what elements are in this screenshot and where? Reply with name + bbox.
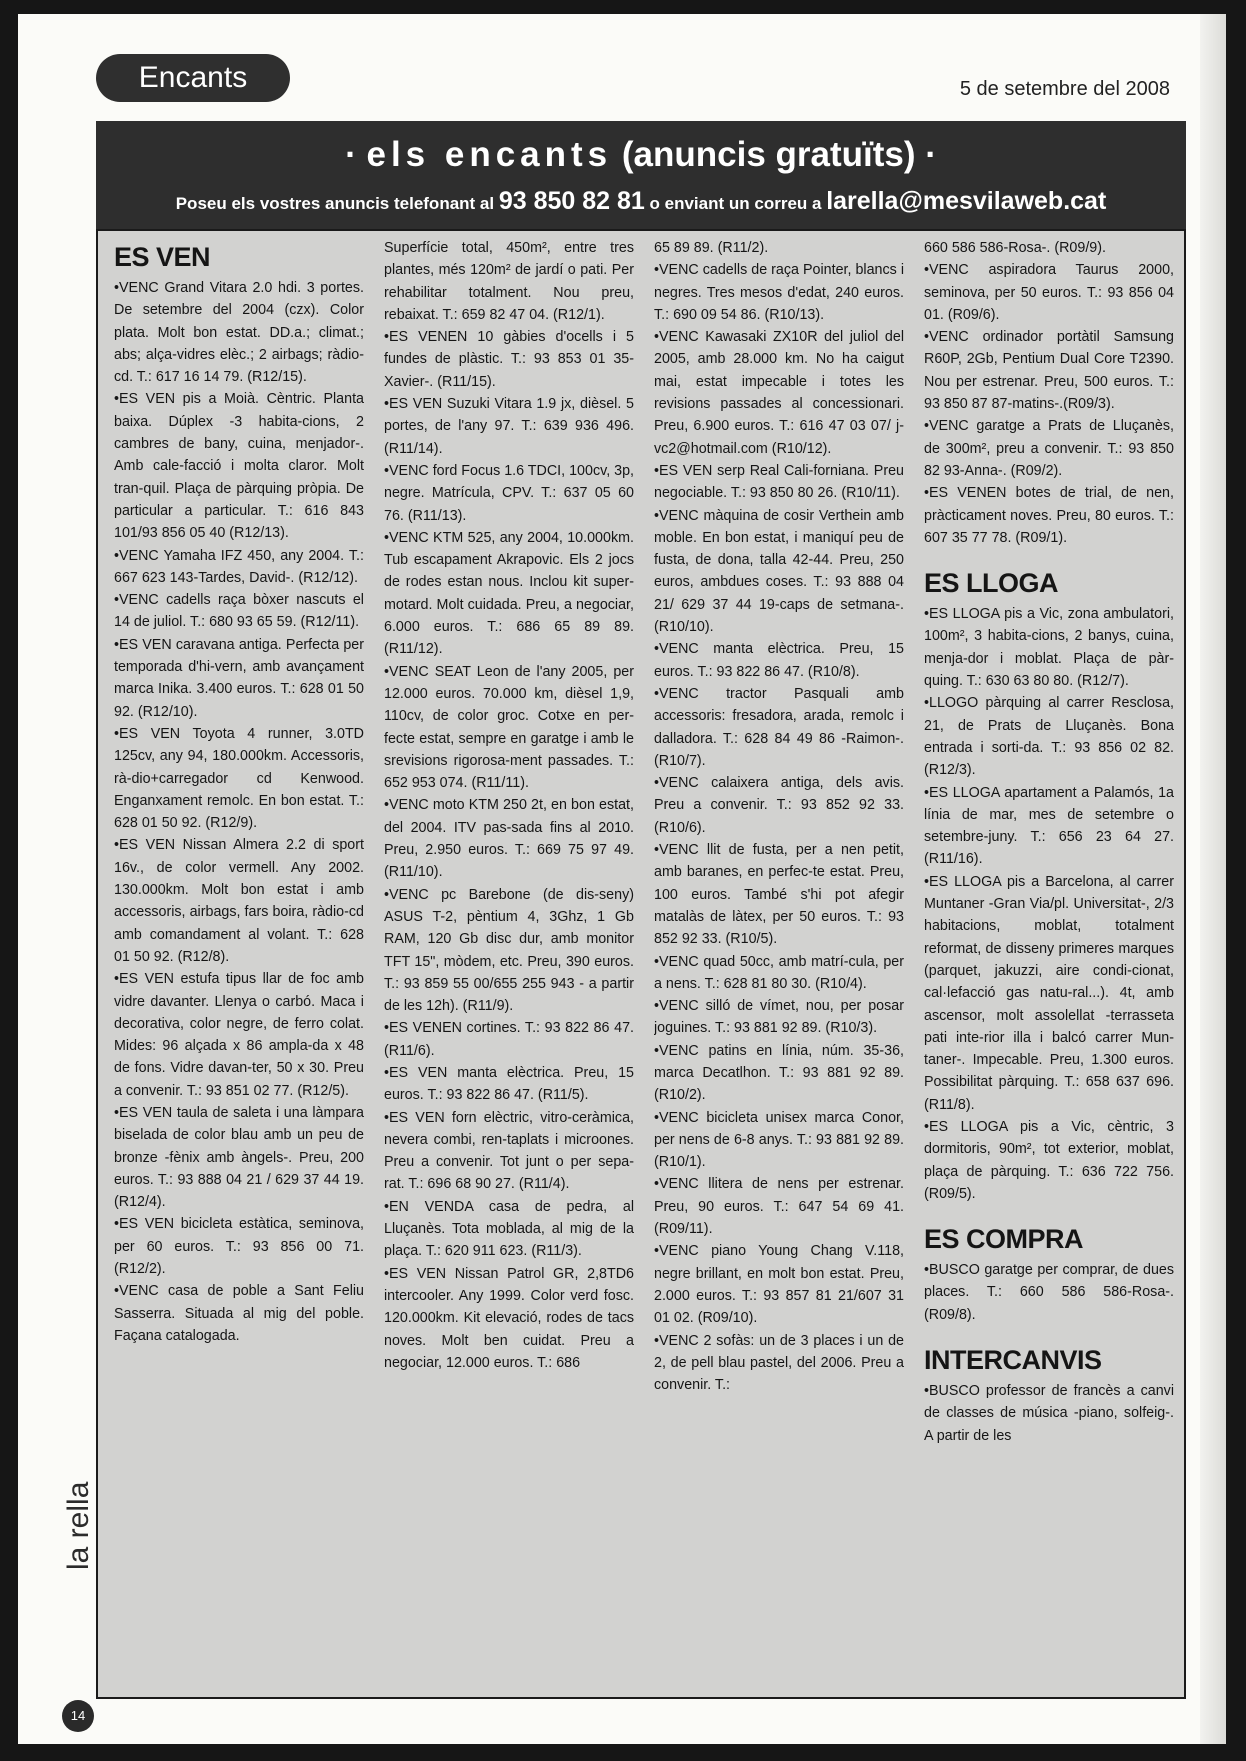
classified-ad: •ES LLOGA apartament a Palamós, 1a línia de mar, mes de setembre o setembre-juny. T.: 656 23 64 27. (R11/16). (924, 784, 1174, 868)
newspaper-page (18, 14, 1226, 1744)
classified-ad: •ES VEN Nissan Almera 2.2 di sport 16v., de color vermell. Any 2002. 130.000km. Molt bon estat i amb accessoris, airbags, fars boira, ràdio-cd amb comandament al volant. T.: 628 01 50 92. (R12/8). (114, 837, 364, 965)
classifieds-body (96, 229, 1186, 1699)
classifieds-banner (96, 121, 1186, 229)
ads-column-2 (384, 237, 634, 1697)
classified-ad: •VENC calaixera antiga, dels avis. Preu a convenir. T.: 93 852 92 33. (R10/6). (654, 775, 904, 836)
classified-ad: •VENC Grand Vitara 2.0 hdi. 3 portes. De setembre del 2004 (czx). Color plata. Molt bon estat. DD.a.; climat.; abs; alça-vidres elèc.; 2 airbags; ràdio-cd. T.: 617 16 14 79. (R12/15). (114, 280, 364, 386)
section-heading: ES COMPRA (924, 1224, 1084, 1255)
classified-ad: •ES VEN manta elèctrica. Preu, 15 euros. T.: 93 822 86 47. (R11/5). (384, 1064, 634, 1104)
classified-ad: •VENC Yamaha IFZ 450, any 2004. T.: 667 623 143-Tardes, David-. (R12/12). (114, 547, 364, 586)
classified-ad: •VENC Kawasaki ZX10R del juliol del 2005, amb 28.000 km. No ha caigut mai, estat impecable i totes les revisions passades al concessionari. Preu, 6.900 euros. T.: 616 47 03 07/ j-vc2@hotmail.com (R10/12). (654, 329, 904, 457)
section-spacer (924, 1205, 1174, 1219)
issue-date: 5 de setembre del 2008 (959, 78, 1170, 100)
classified-ad: •VENC KTM 525, any 2004, 10.000km. Tub escapament Akrapovic. Els 2 jocs de rodes estan nous. Inclou kit super-motard. Molt cuidada. Preu, a negociar, 6.000 euros. T.: 686 65 89 89. (R11/12). (384, 529, 634, 658)
classified-ad: •VENC llitera de nens per estrenar. Preu, 90 euros. T.: 647 54 69 41. (R09/11). (654, 1176, 904, 1238)
contact-phone: 93 850 82 81 (498, 187, 645, 215)
classified-ad: •ES VEN bicicleta estàtica, seminova, per 60 euros. T.: 93 856 00 71. (R12/2). (114, 1216, 364, 1278)
classified-ad: •ES VEN pis a Moià. Cèntric. Planta baixa. Dúplex -3 habita-cions, 2 cambres de bany, cuina, menjador-. Amb cale-facció i molta claror. Molt tran-quil. Plaça de pàrquing pròpia. De particular a particular. T.: 616 843 101/93 856 05 40 (R12/13). (114, 391, 364, 542)
classified-ad: •ES LLOGA pis a Barcelona, al carrer Muntaner -Gran Via/pl. Universitat-, 2/3 habitacions, moblat, totalment reformat, de disseny primeres marques (parquet, jakuzzi, aire condi-cionat, cal·lefacció gas natu-ral...). 4t, amb ascensor, molt assolellat -terrasseta pati inte-rior illa i balcó carrer Mun-taner-. Impecable. Preu, 1.300 euros. Possibilitat pàrquing. T.: 658 637 696. (R11/8). (924, 873, 1174, 1113)
classified-ad: •ES VEN forn elèctric, vitro-ceràmica, nevera combi, ren-taplats i microones. Preu a convenir. Tot junt o per sepa-rat. T.: 696 68 90 27. (R11/4). (384, 1109, 634, 1193)
classified-ad: •ES VENEN cortines. T.: 93 822 86 47. (R11/6). (384, 1020, 634, 1059)
classified-ad: •VENC tractor Pasquali amb accessoris: fresadora, arada, remolc i dalladora. T.: 628 84 49 86 -Raimon-. (R10/7). (654, 685, 904, 769)
classified-ad: •VENC ford Focus 1.6 TDCI, 100cv, 3p, negre. Matrícula, CPV. T.: 637 05 60 76. (R11/13). (384, 462, 634, 524)
classified-ad: •VENC SEAT Leon de l'any 2005, per 12.000 euros. 70.000 km, dièsel 1,9, 110cv, de color groc. Cotxe en per-fecte estat, sempre en garatge i amb le srevisions rigorosa-ment passades. T.: 652 953 074. (R11/11). (384, 663, 634, 792)
contact-intro: Poseu els vostres anuncis telefonant al (175, 194, 499, 213)
classified-ad: 65 89 89. (R11/2). (654, 240, 769, 256)
banner-title (96, 135, 1186, 175)
classified-ad: •ES VENEN 10 gàbies d'ocells i 5 fundes de plàstic. T.: 93 853 01 35-Xavier-. (R11/15). (384, 329, 634, 390)
ads-column-4 (924, 237, 1174, 1697)
contact-mid: o enviant un correu a (644, 194, 827, 213)
section-label: Encants (96, 54, 290, 102)
classified-ad: •ES LLOGA pis a Vic, zona ambulatori, 100m², 3 habita-cions, 2 banys, cuina, menja-dor i moblat. Plaça de pàr-quing. T.: 630 63 80 80. (R12/7). (924, 606, 1174, 690)
title-spaced: els encants (366, 135, 613, 174)
classified-ad: Superfície total, 450m², entre tres plantes, més 120m² de jardí o pati. Per rehabilitar totalment. Nou preu, rebaixat. T.: 659 82 47 04. (R12/1). (384, 240, 634, 323)
classified-ad: •VENC màquina de cosir Verthein amb moble. En bon estat, i maniquí peu de fusta, de dona, talla 42-44. Preu, 250 euros, ambdues coses. T.: 93 888 04 21/ 629 37 44 19-caps de setmana-. (R10/10). (654, 507, 904, 636)
classified-ad: •VENC manta elèctrica. Preu, 15 euros. T.: 93 822 86 47. (R10/8). (654, 641, 904, 680)
title-suffix: (anuncis gratuïts) · (612, 135, 937, 174)
classified-ad: •VENC piano Young Chang V.118, negre brillant, en molt bon estat. Preu, 2.000 euros. T.: 93 857 81 21/607 31 01 02. (R09/10). (654, 1243, 904, 1327)
classified-ad: •ES VEN estufa tipus llar de foc amb vidre davanter. Llenya o carbó. Maca i decorativa, color negre, de ferro colat. Mides: 96 alçada x 86 ampla-da x 48 de fons. Vidre davan-ter, 50 x 30. Preu a convenir. T.: 93 851 02 77. (R12/5). (114, 971, 364, 1099)
classified-ad: •ES VEN taula de saleta i una làmpara biselada de color blau amb un peu de bronze -fènix amb àngels-. Preu, 200 euros. T.: 93 888 04 21 / 629 37 44 19. (R12/4). (114, 1104, 364, 1211)
classified-ad: •EN VENDA casa de pedra, al Lluçanès. Tota moblada, al mig de la plaça. T.: 620 911 623. (R11/3). (384, 1198, 634, 1260)
classified-ad: •VENC cadells raça bòxer nascuts el 14 de juliol. T.: 680 93 65 59. (R12/11). (114, 592, 364, 631)
ads-column-3 (654, 237, 904, 1697)
page-edge (1200, 14, 1226, 1744)
classified-ad: •BUSCO garatge per comprar, de dues places. T.: 660 586 586-Rosa-. (R09/8). (924, 1262, 1174, 1323)
classified-ad: •ES VEN Suzuki Vitara 1.9 jx, dièsel. 5 portes, de l'any 97. T.: 639 936 496. (R11/14). (384, 396, 634, 457)
classified-ad: •VENC quad 50cc, amb matrí-cula, per a nens. T.: 628 81 80 30. (R10/4). (654, 953, 904, 992)
classified-ad: •VENC moto KTM 250 2t, en bon estat, del 2004. ITV pas-sada fins al 2010. Preu, 2.950 euros. T.: 669 75 97 49. (R11/10). (384, 797, 634, 881)
classified-ad: •VENC cadells de raça Pointer, blancs i negres. Tres mesos d'edat, 240 euros. T.: 690 09 54 86. (R10/13). (654, 262, 904, 323)
classified-ad: •VENC ordinador portàtil Samsung R60P, 2Gb, Pentium Dual Core T2390. Nou per estrenar. Preu, 500 euros. T.: 93 850 87 87-matins-.(R09/3). (924, 329, 1174, 413)
ads-column-1 (114, 237, 364, 1697)
classified-ad: •LLOGO pàrquing al carrer Resclosa, 21, de Prats de Lluçanès. Bona entrada i sorti-da. T.: 93 856 02 82. (R12/3). (924, 695, 1174, 779)
banner-contact-line (96, 187, 1186, 216)
classified-ad: •VENC patins en línia, núm. 35-36, marca Decatlhon. T.: 93 881 92 89. (R10/2). (654, 1042, 904, 1104)
classified-ad: •ES VEN Nissan Patrol GR, 2,8TD6 intercooler. Any 1999. Color verd fosc. 120.000km. Kit elevació, rodes de tacs noves. Molt ben cuidat. Preu a negociar, 12.000 euros. T.: 686 (384, 1265, 634, 1371)
classified-ad: •VENC bicicleta unisex marca Conor, per nens de 6-8 anys. T.: 93 881 92 89. (R10/1). (654, 1109, 904, 1171)
classified-ad: •VENC silló de vímet, nou, per posar joguines. T.: 93 881 92 89. (R10/3). (654, 998, 904, 1037)
section-heading: ES VEN (114, 242, 211, 272)
classified-ad: •ES VEN serp Real Cali-forniana. Preu negociable. T.: 93 850 80 26. (R10/11). (654, 462, 904, 502)
section-heading: INTERCANVIS (924, 1345, 1102, 1376)
section-spacer (924, 549, 1174, 563)
section-spacer (924, 1326, 1174, 1340)
classified-ad: •ES VEN caravana antiga. Perfecta per temporada d'hi-vern, amb avançament marca Inika. 3.400 euros. T.: 628 01 50 92. (R12/10). (114, 636, 364, 720)
contact-email: larella@mesvilaweb.cat (826, 187, 1107, 215)
page-number: 14 (62, 1700, 94, 1732)
publication-brand: la rella (62, 1481, 95, 1570)
classified-ad: •VENC casa de poble a Sant Feliu Sasserra. Situada al mig del poble. Façana catalogada. (114, 1283, 364, 1344)
classified-ad: •ES LLOGA pis a Vic, cèntric, 3 dormitoris, 90m², tot exterior, moblat, plaça de pàrquing. T.: 636 722 756. (R09/5). (924, 1118, 1174, 1202)
title-prefix: · (345, 135, 367, 174)
classified-ad: •ES VENEN botes de trial, de nen, pràcticament noves. Preu, 80 euros. T.: 607 35 77 78. (R09/1). (924, 485, 1174, 546)
classified-ad: •VENC llit de fusta, per a nen petit, amb baranes, en perfec-te estat. Preu, 100 euros. També s'hi pot afegir matalàs de làtex, per 50 euros. T.: 93 852 92 33. (R10/5). (654, 842, 904, 948)
classified-ad: •VENC 2 sofàs: un de 3 places i un de 2, de pell blau pastel, del 2006. Preu a convenir. T.: (654, 1332, 904, 1394)
section-heading: ES LLOGA (924, 568, 1059, 599)
classified-ad: •BUSCO professor de francès a canvi de classes de música -piano, solfeig-. A partir de les (924, 1383, 1174, 1444)
classified-ad: •VENC garatge a Prats de Lluçanès, de 300m², preu a convenir. T.: 93 850 82 93-Anna-. (R09/2). (924, 418, 1174, 479)
classified-ad: 660 586 586-Rosa-. (R09/9). (924, 240, 1106, 256)
classified-ad: •ES VEN Toyota 4 runner, 3.0TD 125cv, any 94, 180.000km. Accessoris, rà-dio+carregador cd Kenwood. Enganxament remolc. En bon estat. T.: 628 01 50 92. (R12/9). (114, 725, 364, 832)
classified-ad: •VENC aspiradora Taurus 2000, seminova, per 50 euros. T.: 93 856 04 01. (R09/6). (924, 262, 1174, 323)
classified-ad: •VENC pc Barebone (de dis-seny) ASUS T-2, pèntium 4, 3Ghz, 1 Gb RAM, 120 Gb disc dur, amb monitor TFT 15", mòdem, etc. Preu, 390 euros. T.: 93 859 55 00/655 255 943 - a partir de les 12h). (R11/9). (384, 886, 634, 1015)
